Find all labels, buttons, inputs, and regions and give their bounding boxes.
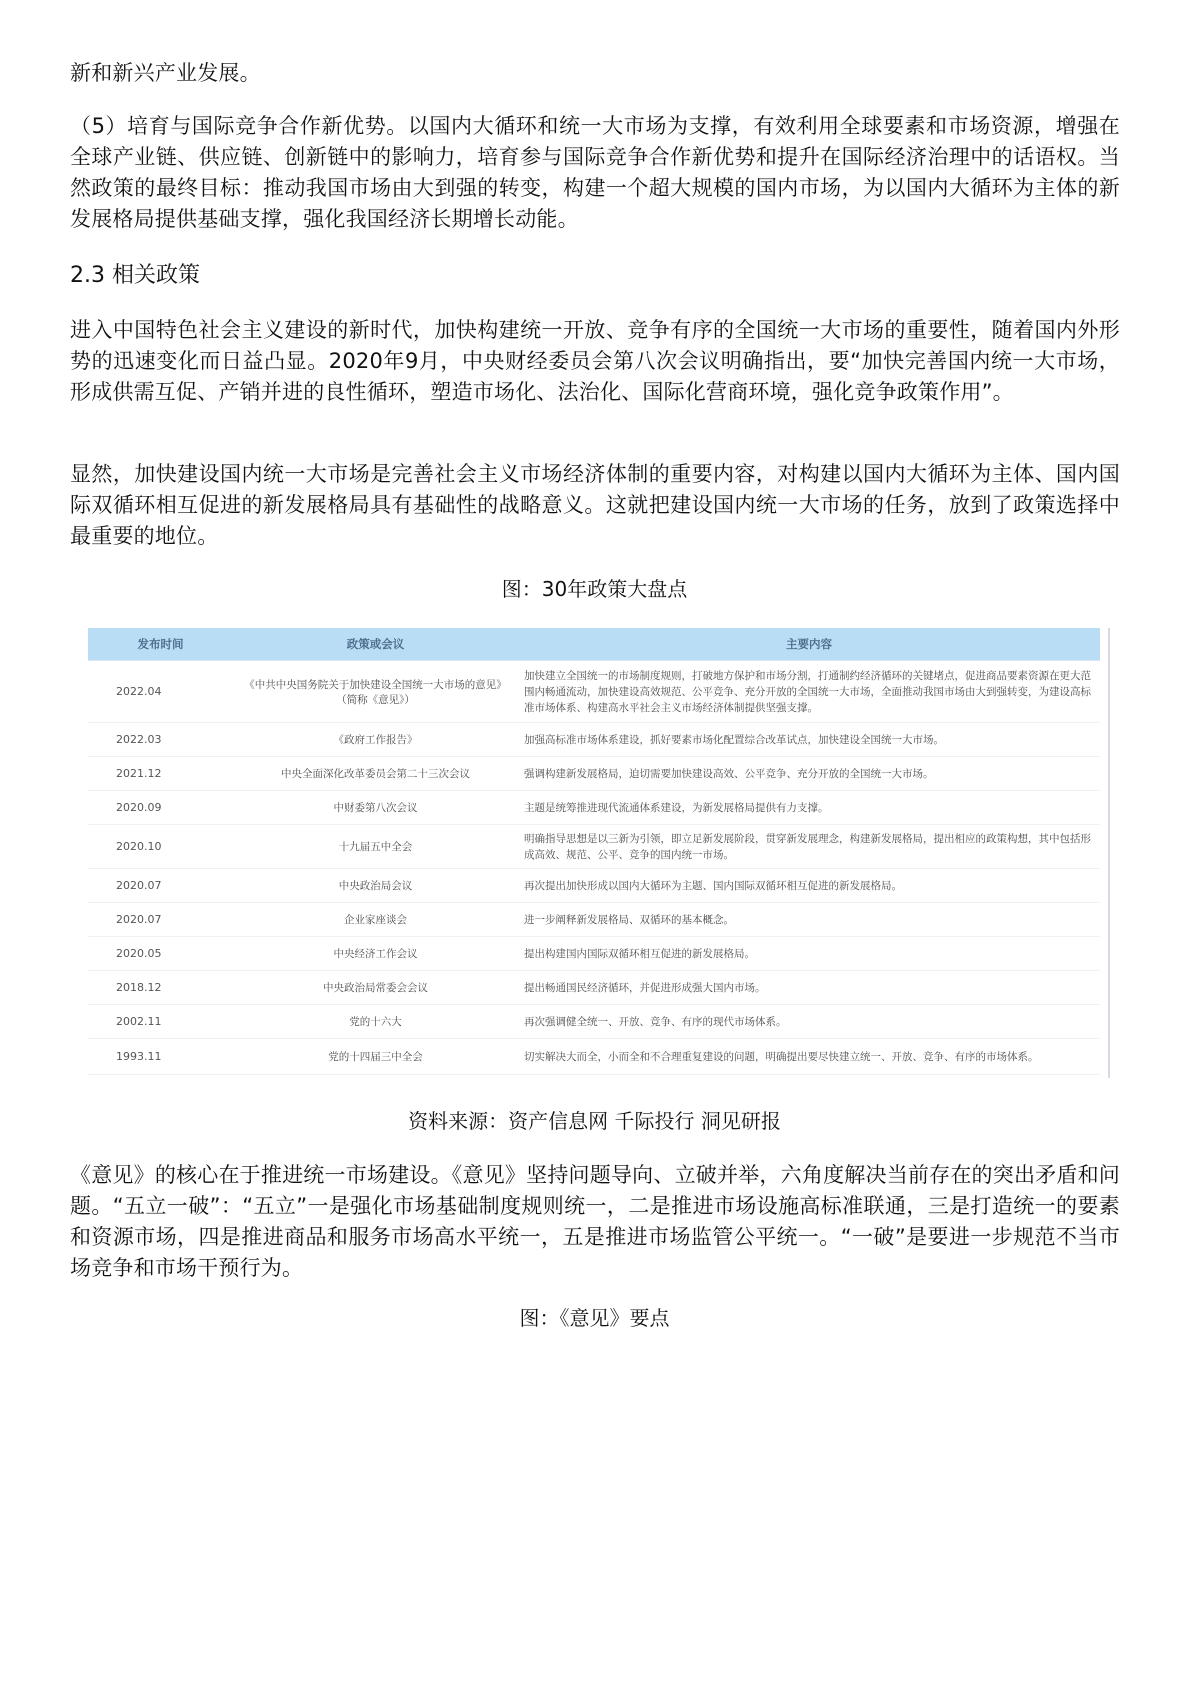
paragraph-new-era: 进入中国特色社会主义建设的新时代，加快构建统一开放、竞争有序的全国统一大市场的重要性，随着国内外形势的迅速变化而日益凸显。2020年9月，中央财经委员会第八次会议明确指出，要“加快完善国内统一大市场，形成供需互促、产销并进的良性循环，塑造市场化、法治化、国际化营商环境，强化竞争政策作用”。 xyxy=(70,318,1120,404)
table-row xyxy=(88,937,1100,971)
cell-date: 2020.10 xyxy=(88,825,233,869)
table-header-row xyxy=(88,628,1100,661)
cell-content: 加强高标准市场体系建设，抓好要素市场化配置综合改革试点，加快建设全国统一大市场。 xyxy=(518,723,1100,757)
cell-policy: 党的十四届三中全会 xyxy=(233,1039,518,1075)
table-row xyxy=(88,791,1100,825)
table-row xyxy=(88,903,1100,937)
cell-content: 再次强调健全统一、开放、竞争、有序的现代市场体系。 xyxy=(518,1005,1100,1039)
cell-policy: 中央全面深化改革委员会第二十三次会议 xyxy=(233,757,518,791)
cell-content: 明确指导思想是以三新为引领，即立足新发展阶段，贯穿新发展理念，构建新发展格局，提出相应的政策构想，其中包括形成高效、规范、公平、竞争的国内统一市场。 xyxy=(518,825,1100,869)
cell-content: 加快建立全国统一的市场制度规则，打破地方保护和市场分割，打通制约经济循环的关键堵点，促进商品要素资源在更大范围内畅通流动，加快建设高效规范、公平竞争、充分开放的全国统一大市场，全面推动我国市场由大到强转变，为建设高标准市场体系、构建高水平社会主义市场经济体制提供坚强支撑。 xyxy=(518,661,1100,723)
figure-caption-opinion-points: 图：《意见》要点 xyxy=(519,1306,670,1330)
table-row xyxy=(88,1039,1100,1075)
cell-date: 1993.11 xyxy=(88,1039,233,1075)
table-row xyxy=(88,869,1100,903)
cell-date: 2020.07 xyxy=(88,869,233,903)
cell-date: 2018.12 xyxy=(88,971,233,1005)
cell-content: 提出构建国内国际双循环相互促进的新发展格局。 xyxy=(518,937,1100,971)
policy-table-figure xyxy=(88,628,1110,1078)
policy-table xyxy=(88,628,1100,1075)
table-row xyxy=(88,1005,1100,1039)
header-policy: 政策或会议 xyxy=(233,628,518,661)
table-row xyxy=(88,825,1100,869)
cell-content: 提出畅通国民经济循环，并促进形成强大国内市场。 xyxy=(518,971,1100,1005)
paragraph-obviously: 显然，加快建设国内统一大市场是完善社会主义市场经济体制的重要内容，对构建以国内大循环为主体、国内国际双循环相互促进的新发展格局具有基础性的战略意义。这就把建设国内统一大市场的任务，放到了政策选择中最重要的地位。 xyxy=(70,462,1120,548)
cell-policy: 十九届五中全会 xyxy=(233,825,518,869)
cell-date: 2002.11 xyxy=(88,1005,233,1039)
table-row xyxy=(88,723,1100,757)
cell-date: 2022.04 xyxy=(88,661,233,723)
cell-date: 2022.03 xyxy=(88,723,233,757)
cell-policy: 《中共中央国务院关于加快建设全国统一大市场的意见》（简称《意见》） xyxy=(233,661,518,723)
figure-source-note: 资料来源：资产信息网 千际投行 洞见研报 xyxy=(408,1109,781,1133)
cell-date: 2020.07 xyxy=(88,903,233,937)
figure-caption-policy-review: 图：30年政策大盘点 xyxy=(501,577,688,601)
header-content: 主要内容 xyxy=(518,628,1100,661)
cell-policy: 中财委第八次会议 xyxy=(233,791,518,825)
cell-policy: 中央经济工作会议 xyxy=(233,937,518,971)
cell-policy: 中央政治局会议 xyxy=(233,869,518,903)
header-date: 发布时间 xyxy=(88,628,233,661)
cell-policy: 党的十六大 xyxy=(233,1005,518,1039)
paragraph-opinion-core: 《意见》的核心在于推进统一市场建设。《意见》坚持问题导向、立破并举，六角度解决当前存在的突出矛盾和问题。“五立一破”：“五立”一是强化市场基础制度规则统一，二是推进市场设施高标准联通，三是打造统一的要素和资源市场，四是推进商品和服务市场高水平统一，五是推进市场监管公平统一。“一破”是要进一步规范不当市场竞争和市场干预行为。 xyxy=(70,1163,1120,1280)
section-heading: 2.3 相关政策 xyxy=(70,263,200,288)
paragraph-point-5: （5）培育与国际竞争合作新优势。以国内大循环和统一大市场为支撑，有效利用全球要素和市场资源，增强在全球产业链、供应链、创新链中的影响力，培育参与国际竞争合作新优势和提升在国际经济治理中的话语权。当然政策的最终目标：推动我国市场由大到强的转变，构建一个超大规模的国内市场，为以国内大循环为主体的新发展格局提供基础支撑，强化我国经济长期增长动能。 xyxy=(70,114,1120,231)
cell-content: 强调构建新发展格局，迫切需要加快建设高效、公平竞争、充分开放的全国统一大市场。 xyxy=(518,757,1100,791)
table-row xyxy=(88,971,1100,1005)
cell-content: 进一步阐释新发展格局、双循环的基本概念。 xyxy=(518,903,1100,937)
cell-policy: 企业家座谈会 xyxy=(233,903,518,937)
table-row xyxy=(88,757,1100,791)
cell-content: 再次提出加快形成以国内大循环为主题、国内国际双循环相互促进的新发展格局。 xyxy=(518,869,1100,903)
cell-content: 切实解决大而全，小而全和不合理重复建设的问题，明确提出要尽快建立统一、开放、竞争、有序的市场体系。 xyxy=(518,1039,1100,1075)
cell-date: 2021.12 xyxy=(88,757,233,791)
cell-policy: 中央政治局常委会会议 xyxy=(233,971,518,1005)
cell-policy: 《政府工作报告》 xyxy=(233,723,518,757)
cell-date: 2020.09 xyxy=(88,791,233,825)
cell-date: 2020.05 xyxy=(88,937,233,971)
cell-content: 主题是统筹推进现代流通体系建设，为新发展格局提供有力支撑。 xyxy=(518,791,1100,825)
paragraph-intro-tail: 新和新兴产业发展。 xyxy=(70,61,261,85)
table-row xyxy=(88,661,1100,723)
